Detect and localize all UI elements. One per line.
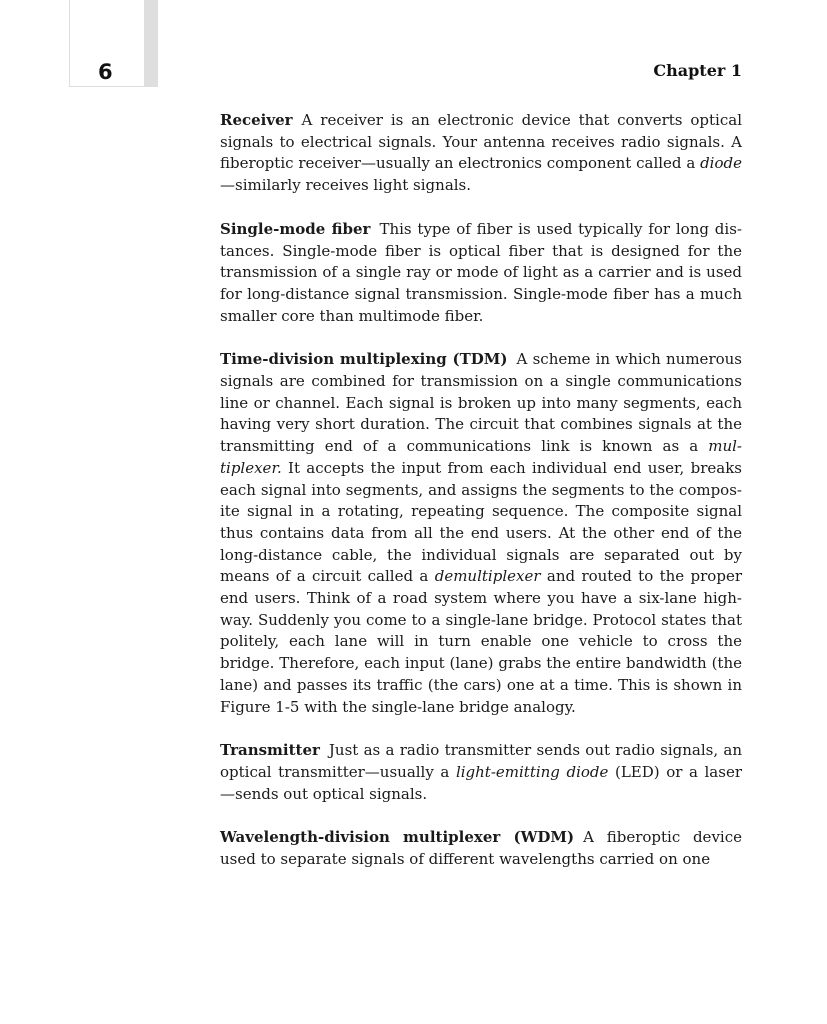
page-number: 6 [98,60,113,84]
glossary-content [220,110,742,893]
definition-emphasis: demultiplexer [434,567,541,586]
definition-text: A receiver is an electronic device that converts optical signals to electrical signals. Your antenna receives radio signals. A fiberoptic receiver—usually an electronics component called a [220,111,742,173]
glossary-entry-wdm [220,827,742,870]
glossary-term: Time-division multiplexing (TDM) [220,350,508,369]
glossary-entry-single-mode-fiber [220,219,742,328]
glossary-entry-transmitter [220,740,742,805]
definition-emphasis: light-emitting diode [455,762,609,781]
page-tab-bar [144,0,158,87]
glossary-entry-receiver [220,110,742,197]
glossary-term: Single-mode fiber [220,219,371,238]
definition-text: Just as a radio transmitter sends out radio signals, an optical transmitter—usually a [220,741,742,781]
definition-text: This type of fiber is used typically for long distances. Single-mode fiber is optical fiber that is designed for the transmission of a single ray or mode of light as a carrier and is used for long-distance signal transmission. Single-mode fiber has a much smaller core than multimode fiber. [220,219,742,325]
glossary-term: Transmitter [220,741,320,760]
glossary-term: Receiver [220,111,293,129]
definition-text: It accepts the input from each individual end user, breaks each signal into segments, and assigns the segments to the composite signal in a rotating, repeating sequence. The composite signal thus contains data from all the end users. At the other end of the long-distance cable, the individual signals are separated out by means of a circuit called a [220,458,742,586]
definition-emphasis: multiplexer. [220,437,742,477]
definition-emphasis: diode [700,154,742,173]
definition-text: A scheme in which numerous signals are combined for transmission on a single communications line or channel. Each signal is broken up into many segments, each having very short duration. The circuit that combines signals at the transmitting end of a communications link is known as a [220,350,742,456]
glossary-entry-tdm [220,349,742,718]
chapter-header: Chapter 1 [653,61,742,80]
glossary-term: Wavelength-division multiplexer (WDM) [220,828,575,847]
definition-text: and routed to the proper end users. Think of a road system where you have a six-lane highway. Suddenly you come to a single-lane bridge. Protocol states that politely, each lane will in turn enable one vehicle to cross the bridge. Therefore, each input (lane) grabs the entire bandwidth (the lane) and passes its traffic (the cars) one at a time. This is shown in Figure 1-5 with the single-lane bridge analogy. [220,567,742,716]
definition-text: A fiberoptic device used to separate signals of different wavelengths carried on one [220,828,742,869]
definition-text: (LED) or a laser—sends out optical signals. [220,762,742,803]
definition-text: —similarly receives light signals. [220,176,472,195]
